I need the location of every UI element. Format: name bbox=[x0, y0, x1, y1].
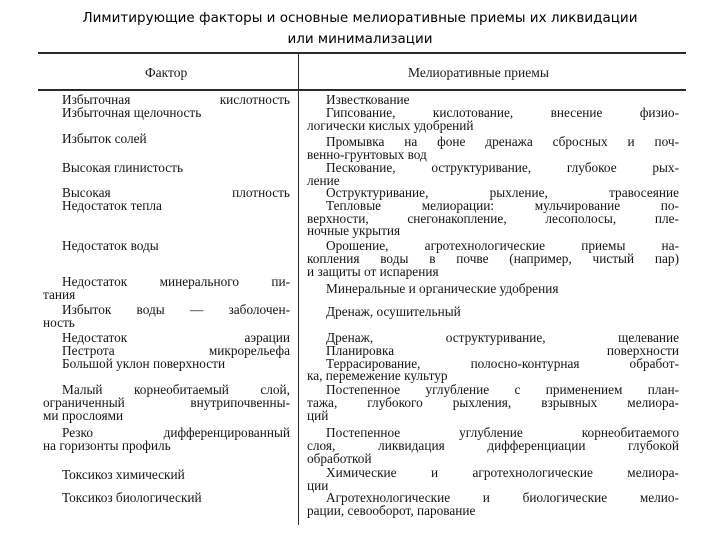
table-column-divider bbox=[298, 53, 299, 525]
cell-text-line: ции bbox=[307, 477, 329, 493]
factor-cell bbox=[43, 492, 290, 505]
cell-text-line: Постепенное углубление корнеобитаемого bbox=[326, 425, 679, 440]
cell-text-line: Высокая плотность bbox=[62, 185, 290, 200]
cell-text-line: Недостаток минерального пи- bbox=[62, 274, 290, 289]
cell-text-line: рации, севооборот, парование bbox=[307, 502, 476, 518]
cell-text-line: Планировка поверхности bbox=[326, 342, 679, 358]
factor-cell bbox=[43, 162, 290, 175]
cell-text-line: Промывка на фоне дренажа сбросных и поч- bbox=[326, 134, 679, 149]
method-cell bbox=[307, 162, 679, 188]
factor-cell bbox=[43, 187, 290, 213]
cell-text-line: ций bbox=[307, 407, 329, 423]
cell-text-line: ночные укрытия bbox=[307, 223, 401, 239]
cell-text-line: венно-грунтовых вод bbox=[307, 146, 427, 162]
cell-text-line: слоя, ликвидация дифференциации глубокой bbox=[307, 437, 679, 453]
cell-text-line: Известкование bbox=[326, 92, 410, 107]
factor-cell bbox=[43, 133, 290, 146]
cell-text-line: Недостаток воды bbox=[62, 238, 159, 253]
factor-cell bbox=[43, 240, 290, 253]
factor-cell bbox=[43, 94, 290, 120]
cell-text-line: ограниченный внутрипочвенны- bbox=[43, 394, 290, 410]
method-cell bbox=[307, 283, 679, 296]
slide-title-line-2: или минимализации bbox=[287, 31, 433, 47]
cell-text-line: Агротехнологические и биологические мелио- bbox=[326, 490, 679, 505]
cell-text-line: Гипсование, кислотование, внесение физио- bbox=[326, 104, 679, 120]
cell-text-line: и защиты от испарения bbox=[307, 263, 439, 279]
cell-text-line: тания bbox=[43, 286, 76, 302]
cell-text-line: Токсикоз биологический bbox=[62, 490, 202, 505]
factor-cell bbox=[43, 427, 290, 453]
method-cell bbox=[307, 427, 679, 465]
method-cell bbox=[307, 492, 679, 518]
cell-text-line: ность bbox=[43, 314, 75, 330]
cell-text-line: Резко дифференцированный bbox=[62, 425, 290, 440]
method-cell bbox=[307, 187, 679, 238]
cell-text-line: верхности, снегонакопление, лесополосы, пле- bbox=[307, 210, 679, 226]
cell-text-line: Пестрота микрорельефа bbox=[62, 342, 290, 358]
method-cell bbox=[307, 136, 679, 162]
factor-cell bbox=[43, 276, 290, 302]
cell-text-line: Избыток солей bbox=[62, 131, 147, 146]
column-header-factor: Фактор bbox=[145, 65, 188, 80]
cell-text-line: Избыточная кислотность bbox=[62, 92, 290, 107]
method-cell bbox=[307, 467, 679, 493]
cell-text-line: Дренаж, оструктуривание, щелевание bbox=[326, 330, 679, 345]
method-cell bbox=[307, 240, 679, 278]
cell-text-line: тажа, глубокого рыхления, взрывных мелиора- bbox=[307, 394, 679, 410]
column-header-methods: Мелиоративные приемы bbox=[408, 65, 549, 80]
cell-text-line: Токсикоз химический bbox=[62, 467, 185, 482]
cell-text-line: обработкой bbox=[307, 450, 372, 466]
cell-text-line: Минеральные и органические удобрения bbox=[326, 281, 559, 296]
factor-cell bbox=[43, 304, 290, 330]
cell-text-line: Дренаж, осушительный bbox=[326, 304, 461, 319]
method-cell bbox=[307, 332, 679, 383]
cell-text-line: Пескование, оструктуривание, глубокое рых- bbox=[326, 160, 679, 175]
factor-cell bbox=[43, 469, 290, 482]
cell-text-line: Избыток воды — заболочен- bbox=[62, 302, 290, 317]
cell-text-line: Большой уклон поверхности bbox=[62, 355, 226, 371]
cell-text-line: Оструктуривание, рыхление, травосеяние bbox=[326, 185, 679, 200]
factor-cell bbox=[43, 332, 290, 370]
cell-text-line: ка, перемежение культур bbox=[307, 368, 448, 384]
slide-title-line-1: Лимитирующие факторы и основные мелиоративные приемы их ликвидации bbox=[82, 10, 638, 26]
cell-text-line: Террасирование, полосно-контурная обработ- bbox=[326, 355, 679, 371]
method-cell bbox=[307, 94, 679, 132]
cell-text-line: Химические и агротехнологические мелиора- bbox=[326, 465, 679, 480]
cell-text-line: Высокая глинистость bbox=[62, 160, 184, 175]
table-top-rule bbox=[38, 52, 686, 54]
cell-text-line: Малый корнеобитаемый слой, bbox=[62, 382, 290, 397]
cell-text-line: копления воды в почве (например, чистый пар) bbox=[307, 250, 679, 266]
cell-text-line: Орошение, агротехнологические приемы на- bbox=[326, 238, 679, 253]
factor-cell bbox=[43, 384, 290, 422]
cell-text-line: Постепенное углубление с применением план- bbox=[326, 382, 679, 397]
cell-text-line: Избыточная щелочность bbox=[62, 104, 202, 120]
method-cell bbox=[307, 306, 679, 319]
cell-text-line: ление bbox=[307, 172, 340, 188]
table-header-rule bbox=[38, 89, 686, 91]
cell-text-line: Недостаток тепла bbox=[62, 197, 162, 213]
method-cell bbox=[307, 384, 679, 422]
cell-text-line: Тепловые мелиорации: мульчирование по- bbox=[326, 197, 679, 213]
cell-text-line: ми прослоями bbox=[43, 407, 124, 423]
cell-text-line: логически кислых удобрений bbox=[307, 117, 474, 133]
cell-text-line: Недостаток аэрации bbox=[62, 330, 290, 345]
cell-text-line: на горизонты профиль bbox=[43, 437, 171, 453]
